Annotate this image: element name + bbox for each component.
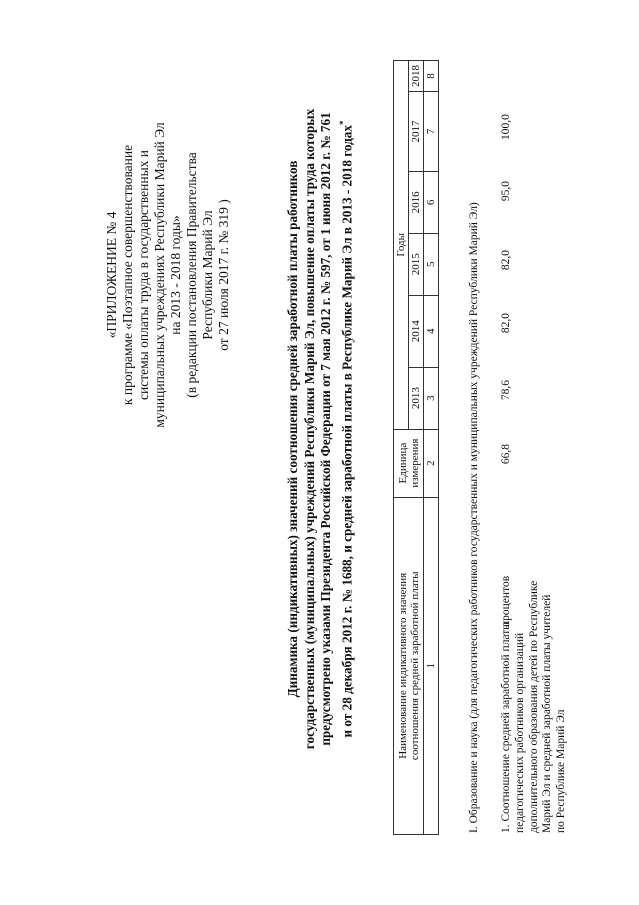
appendix-line: системы оплаты труда в государственных и: [136, 150, 151, 400]
indicator-unit: процентов: [500, 575, 512, 627]
column-number: 7: [424, 92, 439, 172]
year-header: 2017: [409, 92, 424, 172]
section-heading: I. Образование и наука (для педагогических работников государственных и муниципальных учреждений Республики Марий Эл): [468, 202, 480, 833]
indicator-name-line: педагогических работников организаций: [513, 632, 526, 833]
appendix-line: муниципальных учреждениях Республики Марий Эл: [152, 122, 167, 428]
value-2015: 82,0: [500, 312, 512, 334]
indicator-name-line: Марий Эл и средней заработной платы учителей: [541, 594, 554, 833]
indicator-name-line: 1. Соотношение средней заработной платы: [500, 621, 512, 833]
header-name-line: соотношения средней заработной платы: [408, 571, 421, 761]
value-2017: 95,0: [500, 180, 512, 202]
header-name-line: Наименование индикативного значения: [396, 572, 409, 759]
column-number: 3: [424, 367, 439, 429]
appendix-line: к программе «Поэтапное совершенствование: [120, 144, 135, 406]
appendix-header: [104, 115, 232, 435]
title-line: предусмотрено указами Президента Российской Федерации от 7 мая 2012 г. № 597, от 1 июня 2012 г. № 761: [318, 112, 333, 746]
indicator-name-line: дополнительного образования детей по Республике: [527, 580, 540, 833]
year-header: 2014: [409, 295, 424, 367]
header-years: Годы: [394, 61, 409, 430]
header-unit: [394, 429, 424, 497]
indicator-table: [393, 60, 439, 835]
column-number: 6: [424, 171, 439, 233]
column-number: 4: [424, 295, 439, 367]
header-indicator-name: [394, 497, 424, 834]
appendix-line: Республики Марий Эл: [200, 210, 215, 340]
header-unit-line: Единица: [396, 442, 409, 484]
year-header: 2013: [409, 367, 424, 429]
appendix-line: «ПРИЛОЖЕНИЕ № 4: [104, 211, 119, 339]
column-number: 8: [424, 61, 439, 92]
column-number: 2: [424, 429, 439, 497]
value-2016: 82,0: [500, 249, 512, 271]
appendix-line: (в редакции постановления Правительства: [184, 152, 199, 398]
document-title: [285, 39, 355, 819]
year-header: 2015: [409, 233, 424, 295]
year-header: 2018: [409, 61, 424, 92]
value-2014: 78,6: [500, 379, 512, 401]
title-line: Динамика (индикативных) значений соотношения средней заработной платы работников: [285, 160, 300, 698]
column-number: 1: [424, 497, 439, 834]
appendix-line: на 2013 - 2018 годы»: [168, 215, 183, 335]
title-line: [335, 39, 356, 819]
year-header: 2016: [409, 171, 424, 233]
column-number: 5: [424, 233, 439, 295]
indicator-name-line: по Республике Марий Эл: [555, 709, 568, 833]
footnote-mark: *: [337, 120, 348, 126]
value-2018: 100,0: [500, 114, 512, 140]
title-line: государственных (муниципальных) учреждений Республики Марий Эл, повышение оплаты труда которых: [301, 108, 317, 750]
header-unit-line: измерения: [408, 438, 421, 488]
appendix-line: от 27 июля 2017 г. № 319 ): [216, 199, 231, 351]
value-2013: 66,8: [500, 443, 512, 465]
title-line-text: и от 28 декабря 2012 г. № 1688, и средней заработной платы в Республике Марий Эл в 2013 - 2018 годах: [338, 125, 354, 738]
